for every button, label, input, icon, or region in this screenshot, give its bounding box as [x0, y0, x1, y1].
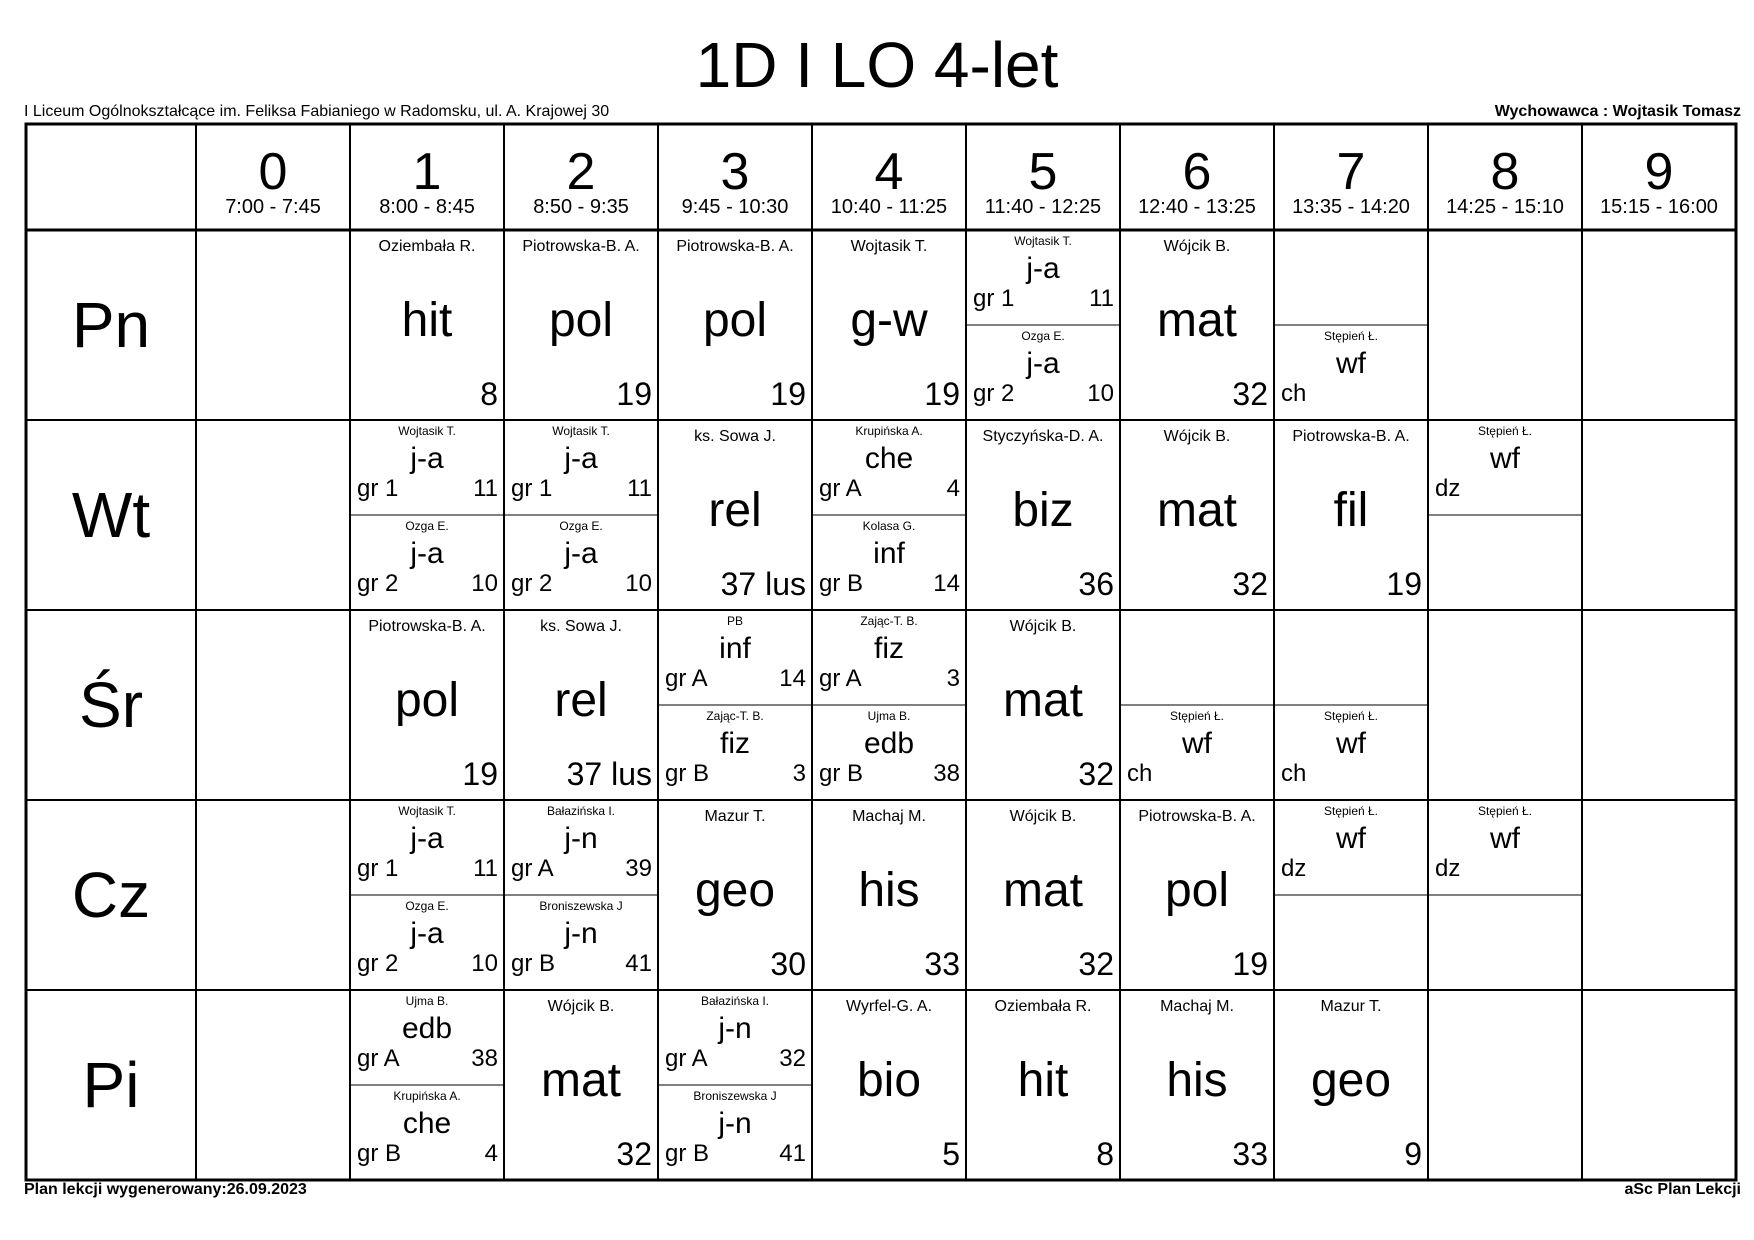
lesson-cell: [504, 610, 658, 800]
lesson-subject: edb: [401, 1012, 453, 1045]
period-header: [196, 124, 350, 230]
lesson-cell-half: [1120, 705, 1274, 800]
period-number: 2: [566, 143, 596, 201]
lesson-teacher: PB: [726, 614, 743, 628]
lesson-group: gr A: [665, 665, 708, 692]
lesson-subject: bio: [856, 1054, 922, 1107]
software-credit: aSc Plan Lekcji: [1624, 1181, 1741, 1198]
lesson-cell: [504, 990, 658, 1180]
period-time: 11:40 - 12:25: [984, 196, 1102, 218]
lesson-room: 10: [471, 950, 498, 977]
lesson-teacher: Machaj M.: [852, 808, 926, 825]
lesson-subject: wf: [1182, 727, 1212, 760]
lesson-subject: j-n: [718, 1107, 752, 1140]
lesson-room: 10: [1087, 380, 1114, 407]
lesson-teacher: ks. Sowa J.: [694, 428, 776, 445]
lesson-group: gr 2: [973, 380, 1015, 407]
lesson-cell-half: [812, 705, 966, 800]
lesson-group: gr 1: [357, 855, 399, 882]
lesson-cell-half: [504, 515, 658, 610]
lesson-room: 4: [484, 1140, 498, 1167]
period-time: 12:40 - 13:25: [1138, 196, 1256, 218]
lesson-cell-half: [658, 1085, 812, 1180]
lesson-room: 32: [1232, 566, 1268, 602]
period-number: 1: [412, 143, 442, 201]
lesson-room: 36: [1078, 566, 1114, 602]
lesson-teacher: Bałazińska I.: [700, 994, 770, 1008]
lesson-room: 3: [792, 760, 806, 787]
lesson-group: gr 1: [357, 475, 399, 502]
day-label: Wt: [71, 479, 151, 551]
lesson-room: 14: [779, 665, 806, 692]
lesson-group: gr 1: [511, 475, 553, 502]
lesson-room: 4: [946, 475, 960, 502]
lesson-teacher: Piotrowska-B. A.: [1292, 428, 1410, 445]
lesson-subject: fiz: [874, 632, 904, 665]
lesson-cell-half: [966, 325, 1120, 420]
period-number: 9: [1644, 143, 1674, 201]
lesson-room: 10: [625, 570, 652, 597]
lesson-cell-half: [504, 800, 658, 895]
lesson-subject: j-a: [564, 537, 598, 570]
lesson-subject: j-a: [410, 917, 444, 950]
lesson-cell: [966, 420, 1120, 610]
lesson-subject: j-a: [1026, 347, 1060, 380]
lesson-subject: wf: [1490, 822, 1520, 855]
lesson-room: 11: [473, 475, 498, 502]
lesson-cell: [350, 230, 504, 420]
lesson-room: 38: [933, 760, 960, 787]
lesson-room: 19: [462, 756, 498, 792]
lesson-subject: mat: [1156, 484, 1237, 537]
lesson-room: 32: [1078, 756, 1114, 792]
lesson-cell-half: [1274, 705, 1428, 800]
lesson-room: 38: [471, 1045, 498, 1072]
lesson-subject: j-a: [410, 537, 444, 570]
lesson-subject: pol: [1164, 864, 1230, 917]
lesson-cell-half: [350, 895, 504, 990]
lesson-subject: geo: [1310, 1054, 1392, 1107]
lesson-subject: hit: [401, 294, 453, 347]
lesson-teacher: Bałazińska I.: [546, 804, 616, 818]
lesson-subject: wf: [1490, 442, 1520, 475]
lesson-subject: j-n: [564, 822, 598, 855]
timetable-title: 1D I LO 4-let: [695, 29, 1059, 101]
lesson-room: 14: [933, 570, 960, 597]
lesson-teacher: Wyrfel-G. A.: [845, 998, 933, 1015]
lesson-cell-half: [1428, 420, 1582, 515]
lesson-cell: [966, 990, 1120, 1180]
lesson-cell-half: [350, 1085, 504, 1180]
lesson-teacher: Machaj M.: [1160, 998, 1234, 1015]
lesson-group: dz: [1435, 475, 1461, 502]
lesson-teacher: Wójcik B.: [1163, 238, 1231, 255]
period-number: 8: [1490, 143, 1520, 201]
lesson-teacher: Piotrowska-B. A.: [368, 618, 486, 635]
lesson-teacher: Zając-T. B.: [706, 709, 764, 723]
period-number: 6: [1182, 143, 1212, 201]
lesson-cell-half: [966, 230, 1120, 325]
lesson-group: gr B: [819, 570, 864, 597]
lesson-subject: edb: [863, 727, 915, 760]
lesson-cell-half: [812, 515, 966, 610]
lesson-room: 11: [1089, 285, 1114, 312]
day-label: Pi: [82, 1049, 140, 1121]
lesson-room: 41: [779, 1140, 806, 1167]
period-number: 4: [874, 143, 904, 201]
lesson-cell: [1120, 420, 1274, 610]
lesson-cell: [1120, 800, 1274, 990]
lesson-subject: j-a: [410, 442, 444, 475]
lesson-teacher: Ozga E.: [405, 519, 449, 533]
period-header: [504, 124, 658, 230]
lesson-room: 9: [1404, 1136, 1422, 1172]
period-header: [350, 124, 504, 230]
lesson-group: gr 1: [973, 285, 1015, 312]
lesson-subject: his: [1166, 1054, 1228, 1107]
period-header: [1428, 124, 1582, 230]
lesson-subject: che: [864, 442, 914, 475]
lesson-teacher: Ozga E.: [405, 899, 449, 913]
period-header: [1120, 124, 1274, 230]
lesson-teacher: Stępień Ł.: [1477, 804, 1533, 818]
lesson-cell: [966, 610, 1120, 800]
lesson-subject: wf: [1336, 727, 1366, 760]
lesson-cell: [812, 990, 966, 1180]
lesson-subject: mat: [1002, 864, 1083, 917]
lesson-subject: rel: [708, 484, 762, 537]
lesson-group: ch: [1281, 380, 1307, 407]
lesson-group: ch: [1281, 760, 1307, 787]
lesson-teacher: Broniszewska J: [693, 1089, 777, 1103]
lesson-cell: [812, 230, 966, 420]
lesson-room: 19: [1232, 946, 1268, 982]
day-label: Cz: [71, 859, 151, 931]
lesson-subject: rel: [554, 674, 608, 727]
lesson-subject: wf: [1336, 347, 1366, 380]
lesson-teacher: Wojtasik T.: [398, 424, 456, 438]
lesson-teacher: Oziembała R.: [994, 998, 1092, 1015]
lesson-subject: mat: [540, 1054, 621, 1107]
period-time: 13:35 - 14:20: [1292, 196, 1410, 218]
period-number: 7: [1336, 143, 1366, 201]
lesson-teacher: Zając-T. B.: [860, 614, 918, 628]
lesson-subject: mat: [1002, 674, 1083, 727]
period-header: [812, 124, 966, 230]
lesson-subject: che: [402, 1107, 452, 1140]
lesson-cell: [1120, 230, 1274, 420]
lesson-teacher: Styczyńska-D. A.: [982, 428, 1104, 445]
lesson-group: gr B: [819, 760, 864, 787]
period-time: 15:15 - 16:00: [1600, 196, 1718, 218]
lesson-cell-half: [812, 420, 966, 515]
lesson-teacher: Ujma B.: [867, 709, 911, 723]
lesson-teacher: Piotrowska-B. A.: [676, 238, 794, 255]
lesson-subject: fiz: [720, 727, 750, 760]
lesson-teacher: Wojtasik T.: [850, 238, 928, 255]
lesson-cell: [350, 610, 504, 800]
lesson-room: 33: [924, 946, 960, 982]
lesson-subject: hit: [1017, 1054, 1069, 1107]
lesson-group: dz: [1435, 855, 1461, 882]
lesson-teacher: Stępień Ł.: [1477, 424, 1533, 438]
lesson-subject: inf: [719, 632, 751, 665]
lesson-group: gr 2: [357, 570, 399, 597]
lesson-cell-half: [350, 420, 504, 515]
lesson-cell-half: [658, 705, 812, 800]
lesson-room: 19: [924, 376, 960, 412]
lesson-cell-half: [350, 800, 504, 895]
lesson-teacher: Stępień Ł.: [1323, 804, 1379, 818]
lesson-cell: [658, 800, 812, 990]
lesson-room: 32: [1232, 376, 1268, 412]
lesson-group: gr 2: [511, 570, 553, 597]
generated-date: Plan lekcji wygenerowany:26.09.2023: [24, 1181, 307, 1198]
lesson-group: dz: [1281, 855, 1307, 882]
lesson-cell-half: [658, 990, 812, 1085]
lesson-teacher: Stępień Ł.: [1323, 329, 1379, 343]
lesson-teacher: Stępień Ł.: [1169, 709, 1225, 723]
lesson-cell-half: [350, 515, 504, 610]
lesson-room: 32: [616, 1136, 652, 1172]
lesson-subject: wf: [1336, 822, 1366, 855]
lesson-room: 11: [627, 475, 652, 502]
period-time: 10:40 - 11:25: [830, 196, 948, 218]
lesson-teacher: Kolasa G.: [862, 519, 916, 533]
lesson-subject: fil: [1333, 484, 1369, 537]
lesson-cell: [966, 800, 1120, 990]
lesson-group: ch: [1127, 760, 1153, 787]
class-teacher: Wychowawca : Wojtasik Tomasz: [1494, 103, 1741, 120]
lesson-subject: his: [858, 864, 920, 917]
lesson-subject: pol: [548, 294, 614, 347]
lesson-cell-half: [504, 895, 658, 990]
period-header: [966, 124, 1120, 230]
lesson-cell-half: [1274, 800, 1428, 895]
lesson-teacher: Wójcik B.: [1163, 428, 1231, 445]
lesson-cell: [1274, 420, 1428, 610]
lesson-subject: j-a: [410, 822, 444, 855]
lesson-group: gr A: [665, 1045, 708, 1072]
lesson-cell: [658, 230, 812, 420]
period-number: 5: [1028, 143, 1058, 201]
lesson-group: gr B: [511, 950, 556, 977]
lesson-group: gr A: [819, 475, 862, 502]
lesson-teacher: Wojtasik T.: [398, 804, 456, 818]
lesson-room: 39: [625, 855, 652, 882]
period-time: 8:00 - 8:45: [379, 196, 475, 218]
period-number: 3: [720, 143, 750, 201]
lesson-subject: mat: [1156, 294, 1237, 347]
lesson-room: 3: [946, 665, 960, 692]
day-label: Śr: [79, 669, 143, 741]
lesson-teacher: Wojtasik T.: [1014, 234, 1072, 248]
lesson-group: gr B: [665, 760, 710, 787]
lesson-teacher: Ozga E.: [559, 519, 603, 533]
lesson-cell: [1274, 990, 1428, 1180]
period-header: [658, 124, 812, 230]
lesson-group: gr 2: [357, 950, 399, 977]
lesson-room: 30: [770, 946, 806, 982]
period-time: 7:00 - 7:45: [225, 196, 321, 218]
lesson-group: gr A: [357, 1045, 400, 1072]
day-label: Pn: [71, 289, 151, 361]
lesson-room: 19: [770, 376, 806, 412]
lesson-room: 8: [1096, 1136, 1114, 1172]
lesson-teacher: ks. Sowa J.: [540, 618, 622, 635]
lesson-teacher: Piotrowska-B. A.: [1138, 808, 1256, 825]
lesson-teacher: Mazur T.: [704, 808, 766, 825]
lesson-cell-half: [504, 420, 658, 515]
lesson-cell-half: [1428, 800, 1582, 895]
lesson-teacher: Wójcik B.: [1009, 618, 1077, 635]
lesson-room: 32: [779, 1045, 806, 1072]
lesson-teacher: Mazur T.: [1320, 998, 1382, 1015]
lesson-room: 8: [480, 376, 498, 412]
lesson-teacher: Oziembała R.: [378, 238, 476, 255]
lesson-subject: g-w: [850, 294, 928, 347]
lesson-cell: [812, 800, 966, 990]
lesson-subject: j-a: [564, 442, 598, 475]
lesson-group: gr A: [819, 665, 862, 692]
lesson-subject: geo: [694, 864, 776, 917]
lesson-room: 5: [942, 1136, 960, 1172]
lesson-subject: j-a: [1026, 252, 1060, 285]
lesson-room: 37 lus: [566, 756, 652, 792]
school-name: I Liceum Ogólnokształcące im. Feliksa Fabianiego w Radomsku, ul. A. Krajowej 30: [24, 103, 610, 120]
lesson-teacher: Krupińska A.: [855, 424, 923, 438]
lesson-room: 33: [1232, 1136, 1268, 1172]
lesson-room: 37 lus: [720, 566, 806, 602]
lesson-subject: inf: [873, 537, 905, 570]
lesson-teacher: Krupińska A.: [393, 1089, 461, 1103]
lesson-teacher: Wójcik B.: [547, 998, 615, 1015]
lesson-room: 11: [473, 855, 498, 882]
lesson-cell-half: [1274, 325, 1428, 420]
lesson-room: 32: [1078, 946, 1114, 982]
lesson-cell: [1120, 990, 1274, 1180]
lesson-teacher: Wójcik B.: [1009, 808, 1077, 825]
lesson-cell-half: [812, 610, 966, 705]
lesson-room: 41: [625, 950, 652, 977]
lesson-group: gr B: [665, 1140, 710, 1167]
lesson-subject: j-n: [564, 917, 598, 950]
period-time: 14:25 - 15:10: [1446, 196, 1564, 218]
lesson-subject: pol: [394, 674, 460, 727]
lesson-cell: [504, 230, 658, 420]
lesson-teacher: Piotrowska-B. A.: [522, 238, 640, 255]
lesson-subject: biz: [1012, 484, 1074, 537]
lesson-cell: [658, 420, 812, 610]
period-header: [1274, 124, 1428, 230]
lesson-teacher: Ujma B.: [405, 994, 449, 1008]
lesson-subject: pol: [702, 294, 768, 347]
period-time: 8:50 - 9:35: [533, 196, 629, 218]
lesson-teacher: Stępień Ł.: [1323, 709, 1379, 723]
lesson-group: gr B: [357, 1140, 402, 1167]
period-number: 0: [258, 143, 288, 201]
lesson-teacher: Ozga E.: [1021, 329, 1065, 343]
period-header: [1582, 124, 1736, 230]
lesson-teacher: Wojtasik T.: [552, 424, 610, 438]
period-time: 9:45 - 10:30: [681, 196, 789, 218]
lesson-cell-half: [658, 610, 812, 705]
lesson-subject: j-n: [718, 1012, 752, 1045]
lesson-group: gr A: [511, 855, 554, 882]
lesson-cell-half: [350, 990, 504, 1085]
lesson-room: 10: [471, 570, 498, 597]
lesson-teacher: Broniszewska J: [539, 899, 623, 913]
lesson-room: 19: [1386, 566, 1422, 602]
lesson-room: 19: [616, 376, 652, 412]
